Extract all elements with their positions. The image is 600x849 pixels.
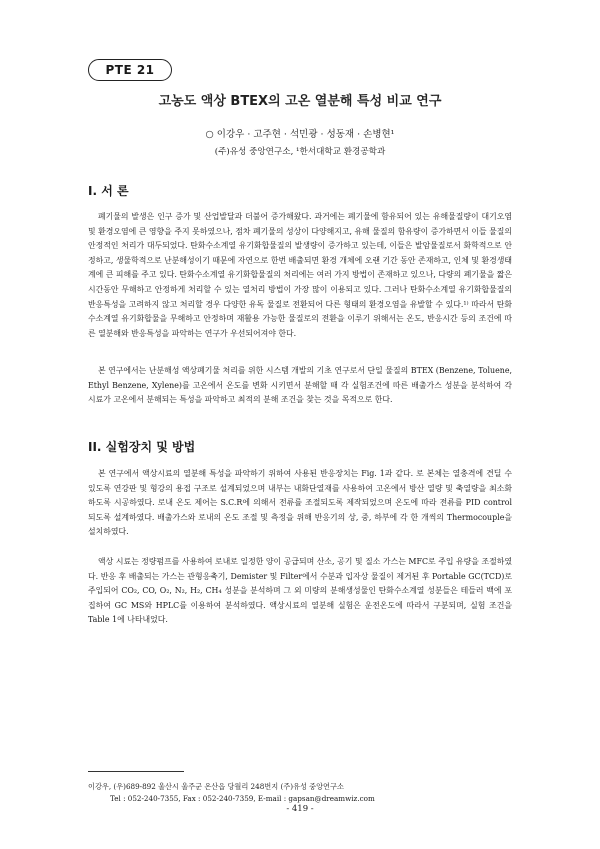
paragraph: 액상 시료는 정량펌프를 사용하여 로내로 일정한 양이 공급되며 산소, 공기 및 질소 가스는 MFC로 주입 유량을 조절하였다. 반응 후 배출되는 가스는 관형응축기, Demister 및 Filter에서 수분과 입자상 물질이 제거된 후 Portable GC(TCD)로 주입되어 CO₂, CO, O₂, N₂, H₂, CH₄ 성분을 분석하며 그 외 미량의 분해생성물인 탄화수소계열 성분들은 테들러 백에 포집하여 GC MS와 HPLC를 이용하여 분석하였다. 액상시료의 열분해 실험은 운전온도에 따라서 구분되며, 실험 조건을 Table 1에 나타내었다. [88,557,512,625]
paragraph: 본 연구에서는 난분해성 액상폐기물 처리를 위한 시스템 개발의 기초 연구로서 단일 물질의 BTEX (Benzene, Toluene, Ethyl Benzene, Xylene)를 고온에서 온도를 변화 시키면서 분해할 때 각 실험조건에 따른 배출가스 성분을 분석하여 각 시료가 고온에서 분해되는 특성을 파악하고 최적의 분해 조건을 찾는 것을 목적으로 한다. [88,366,512,405]
affiliation: (주)유성 중앙연구소, ¹한서대학교 환경공학과 [214,147,386,157]
footnote-contact: Tel : 052-240-7355, Fax : 052-240-7359, E-mail : gapsan@dreamwiz.com [110,794,375,803]
footnote [88,781,518,805]
page-number: - 419 - [286,804,314,814]
section-heading-introduction: I. 서 론 [88,184,129,198]
paper-title: 고농도 액상 BTEX의 고온 열분해 특성 비교 연구 [158,94,442,109]
session-tag: PTE 21 [88,59,172,81]
footnote-address: 이강우, (우)689-892 울산시 울주군 온산읍 당월리 248번지 (주)유성 중앙연구소 [88,782,344,791]
author-list: ○ 이강우 · 고주현 · 석민광 · 성동재 · 손병현¹ [205,129,395,140]
section-heading-methods: II. 실험장치 및 방법 [88,440,196,454]
footnote-divider [88,771,184,772]
paragraph: 폐기물의 발생은 인구 증가 및 산업발달과 더불어 증가해왔다. 과거에는 폐기물에 함유되어 있는 유해물질량이 대기오염 및 환경오염에 큰 영향을 주지 못하였으나, 점차 폐기물의 성상이 다양해지고, 유해 물질의 함유량이 증가하면서 이들 물질의 안정적인 처리가 대두되었다. 탄화수소계열 유기화합물질의 발생량이 증가하고 있는데, 이들은 발암물질로서 화학적으로 안정하고, 생물학적으로 난분해성이기 때문에 자연으로 한번 배출되면 환경 개체에 오랜 기간 동안 존재하고, 인체 및 환경생태계에 큰 피해를 주고 있다. 탄화수소계열 유기화합물질의 처리에는 여러 가지 방법이 존재하고 있으나, 다량의 폐기물을 짧은 시간동안 무해하고 안정하게 처리할 수 있는 열처리 방법이 가장 많이 이용되고 있다. 그러나 탄화수소계열 유기화합물질의 반응특성을 고려하지 않고 처리할 경우 다양한 유독 물질로 전환되어 다른 형태의 환경오염을 유발할 수 있다.¹⁾ 따라서 탄화수소계열 유기화합물을 무해하고 안정하며 재활용 가능한 물질로의 전환을 이루기 위해서는 온도, 반응시간 등의 조건에 따른 열분해와 반응특성을 파악하는 연구가 우선되어져야 한다. [88,212,512,338]
paragraph: 본 연구에서 액상시료의 열분해 특성을 파악하기 위하여 사용된 반응장치는 Fig. 1과 같다. 로 본체는 열충격에 견딜 수 있도록 연강판 및 형강의 용접 구조로 설계되었으며 내부는 내화단열재를 사용하여 고온에서 방산 열량 및 축열량을 최소화 하도록 시공하였다. 로내 온도 제어는 S.C.R에 의해서 전류를 조절되도록 제작되었으며 온도에 따라 전류를 PID control 되도록 설계하였다. 배출가스와 로내의 온도 조절 및 측정을 위해 반응기의 상, 중, 하부에 각 한 개씩의 Thermocouple을 설치하였다. [88,469,512,537]
